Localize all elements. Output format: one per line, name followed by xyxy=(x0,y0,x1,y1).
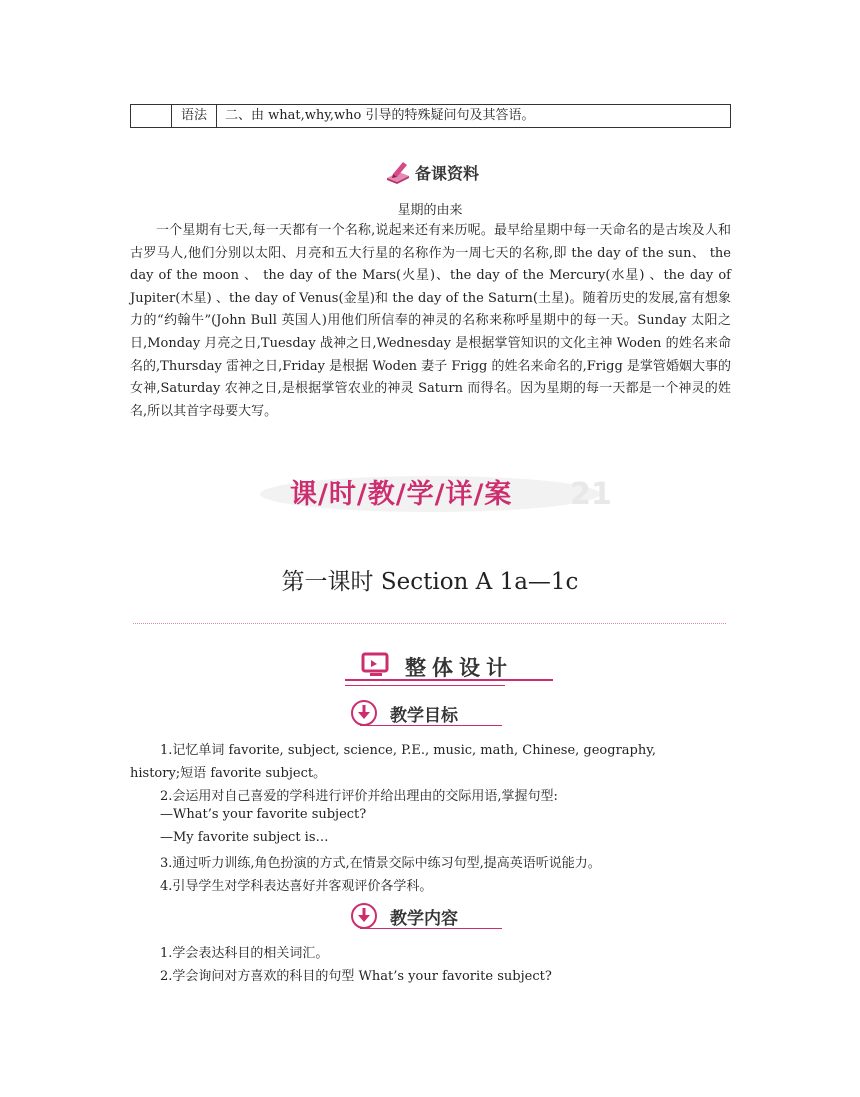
content-item-2: 2.学会询问对方喜欢的科目的句型 What’s your favorite subject? xyxy=(160,969,552,984)
banner-text: 课/时/教/学/详/案 xyxy=(290,479,513,510)
table-cell-content: 二、由 what,why,who 引导的特殊疑问句及其答语。 xyxy=(225,108,535,123)
objective-item-3: 3.通过听力训练,角色扮演的方式,在情景交际中练习句型,提高英语听说能力。 xyxy=(160,856,601,871)
objective-item-2-question: —What’s your favorite subject? xyxy=(160,807,367,822)
objective-item-1-cont: history;短语 favorite subject。 xyxy=(130,766,327,781)
down-arrow-icon xyxy=(350,699,378,727)
objective-item-2: 2.会运用对自己喜爱的学科进行评价并给出理由的交际用语,掌握句型: xyxy=(160,789,558,804)
reading-text: 一个星期有七天,每一天都有一个名称,说起来还有来历呢。最早给星期中每一天命名的是古埃及人和古罗马人,他们分别以太阳、月亮和五大行星的名称作为一周七天的名称,即 the day of the sun、 the day of the moon 、 the day of the Mars(火星)、the day of the Mercury(水星) 、the day of Jupiter(木星) 、the day of Venus(金星)和 the day of the Saturn(土星)。随着历史的发展,富有想象力的“约翰牛”(John Bull 英国人)用他们所信奉的神灵的名称来称呼星期中的每一天。Sunday 太阳之日,Monday 月亮之日,Tuesday 战神之日,Wednesday 是根据掌管知识的文化主神 Woden 的姓名来命名的,Thursday 雷神之日,Friday 是根据 Woden 妻子 Frigg 的姓名来命名的,Frigg 是掌管婚姻大事的女神,Saturday 农神之日,是根据掌管农业的神灵 Saturn 而得名。因为星期的每一天都是一个神灵的姓名,所以其首字母要大写。 xyxy=(130,223,731,419)
lesson-plan-banner xyxy=(250,468,620,518)
content-title: 教学内容 xyxy=(390,909,458,929)
reading-paragraph xyxy=(130,220,731,423)
content-underline xyxy=(360,928,502,929)
overall-underline xyxy=(345,679,553,681)
dotted-divider xyxy=(133,623,726,624)
objective-item-2-answer: —My favorite subject is… xyxy=(160,830,329,845)
content-header xyxy=(350,902,502,932)
beike-header xyxy=(385,160,479,184)
syllabus-table-row xyxy=(130,104,731,128)
objectives-underline xyxy=(360,725,502,726)
down-arrow-icon xyxy=(350,902,378,930)
overall-underline-secondary xyxy=(345,685,505,686)
objectives-title: 教学目标 xyxy=(390,706,458,726)
lesson-title: 第一课时 Section A 1a—1c xyxy=(281,569,579,595)
reading-title: 星期的由来 xyxy=(397,203,463,218)
monitor-icon xyxy=(361,652,391,678)
table-cell-label: 语法 xyxy=(172,105,217,127)
overall-design-header xyxy=(345,650,553,690)
table-cell-empty xyxy=(131,105,172,127)
objectives-header xyxy=(350,699,502,729)
objective-item-4: 4.引导学生对学科表达喜好并客观评价各学科。 xyxy=(160,879,433,894)
content-item-1: 1.学会表达科目的相关词汇。 xyxy=(160,946,329,961)
pencil-book-icon xyxy=(385,160,411,184)
overall-design-title: 整体设计 xyxy=(405,656,513,680)
beike-title: 备课资料 xyxy=(415,163,480,183)
objective-item-1: 1.记忆单词 favorite, subject, science, P.E., music, math, Chinese, geography, xyxy=(160,743,656,758)
svg-text:21: 21 xyxy=(570,477,612,512)
